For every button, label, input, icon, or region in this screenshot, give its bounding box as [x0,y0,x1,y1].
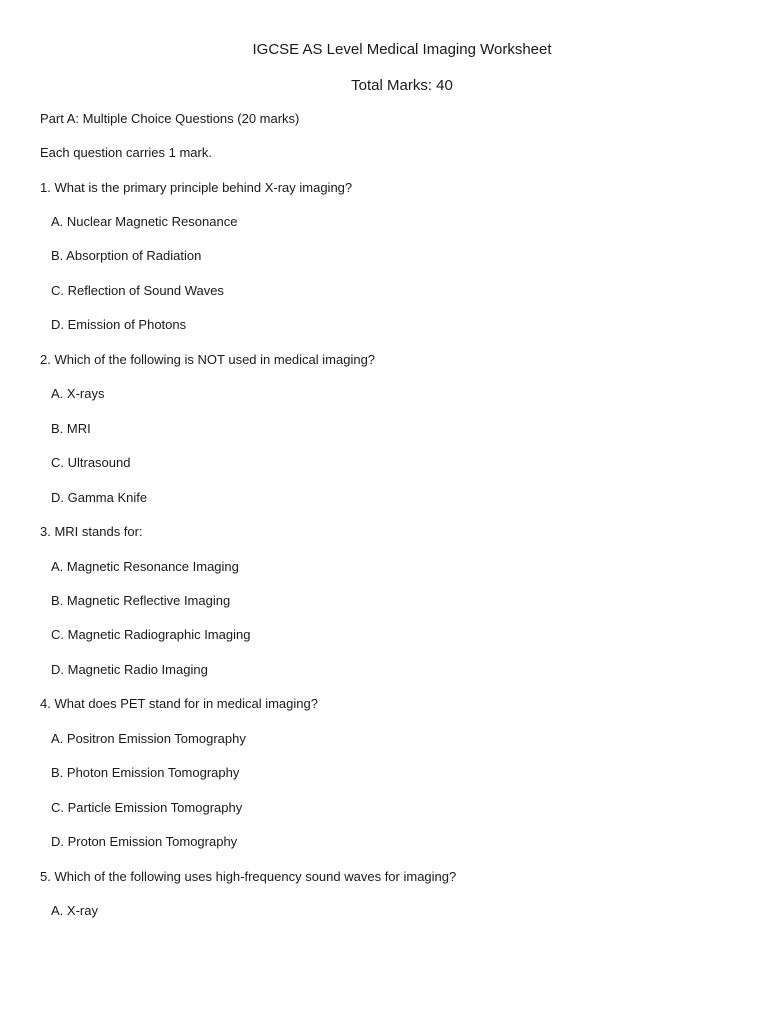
total-marks: Total Marks: 40 [351,77,453,94]
answer-option: B. Absorption of Radiation [51,248,202,263]
worksheet-title: IGCSE AS Level Medical Imaging Worksheet [252,41,552,58]
answer-option: A. X-ray [51,903,98,918]
question-text: 5. Which of the following uses high-frequency sound waves for imaging? [40,869,457,884]
question-text: 1. What is the primary principle behind X-ray imaging? [40,180,353,195]
answer-option: C. Ultrasound [51,455,131,470]
instruction-text: Each question carries 1 mark. [40,145,212,160]
answer-option: D. Magnetic Radio Imaging [51,662,208,677]
question-text: 4. What does PET stand for in medical imaging? [40,696,318,711]
answer-option: B. Magnetic Reflective Imaging [51,593,231,608]
answer-option: C. Magnetic Radiographic Imaging [51,627,251,642]
answer-option: B. MRI [51,421,91,436]
answer-option: C. Reflection of Sound Waves [51,283,224,298]
question-text: 2. Which of the following is NOT used in medical imaging? [40,352,376,367]
answer-option: C. Particle Emission Tomography [51,800,243,815]
answer-option: D. Gamma Knife [51,490,148,505]
answer-option: A. Magnetic Resonance Imaging [51,559,239,574]
answer-option: A. Nuclear Magnetic Resonance [51,214,238,229]
answer-option: B. Photon Emission Tomography [51,765,240,780]
answer-option: A. Positron Emission Tomography [51,731,246,746]
answer-option: D. Emission of Photons [51,317,187,332]
part-heading: Part A: Multiple Choice Questions (20 marks) [40,111,300,126]
answer-option: D. Proton Emission Tomography [51,834,238,849]
answer-option: A. X-rays [51,386,105,401]
question-text: 3. MRI stands for: [40,524,143,539]
